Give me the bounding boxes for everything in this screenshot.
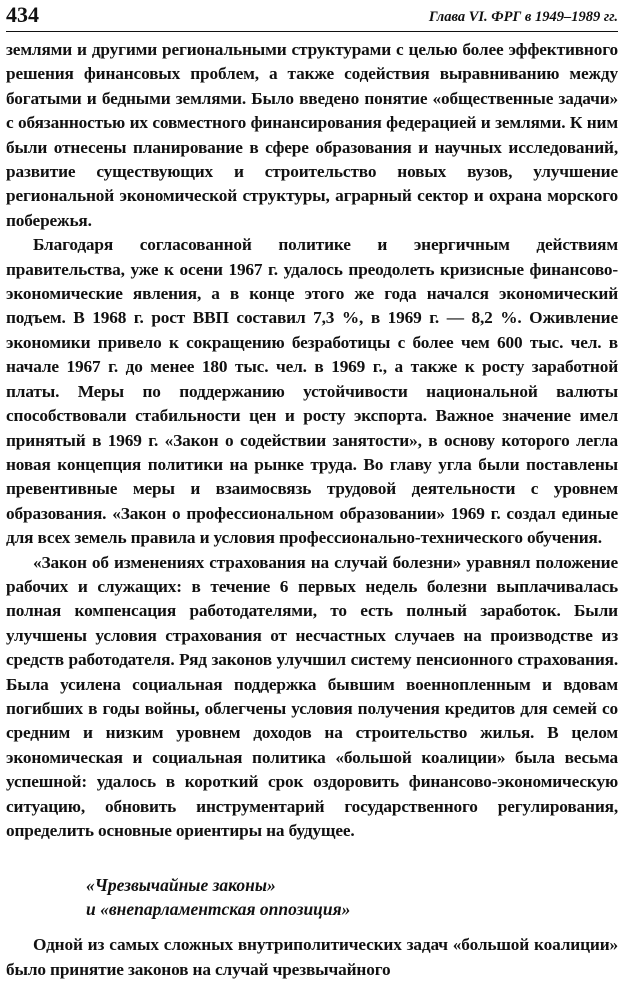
header-rule — [6, 31, 618, 32]
page-number: 434 — [6, 2, 39, 27]
paragraph-4: Одной из самых сложных внутриполитических задач «большой коалиции» было принятие законов на случай чрезвычайного — [6, 935, 618, 979]
book-page — [6, 0, 618, 979]
running-title: Глава VI. ФРГ в 1949–1989 гг. — [428, 9, 618, 25]
page-header — [6, 2, 618, 30]
page-body — [6, 38, 618, 982]
paragraph-2: Благодаря согласованной политике и энергичным действиям правительства, уже к осени 1967 г. удалось преодолеть кризисные финансово-экономические явления, а в конце этого же года начался экономический подъем. В 1968 г. рост ВВП составил 7,3 %, в 1969 г. — 8,2 %. Оживление экономики привело к сокращению безработицы с более чем 600 тыс. чел. в начале 1967 г. до менее 180 тыс. чел. в 1969 г., а также к росту заработной платы. Меры по поддержанию устойчивости национальной валюты способствовали стабильности цен и росту экспорта. Важное значение имел принятый в 1969 г. «Закон о содействии занятости», в основу которого легла новая концепция политики на рынке труда. Во главу угла были поставлены превентивные меры и взаимосвязь трудовой деятельности с уровнем образования. «Закон о профессиональном образовании» 1969 г. создал единые для всех земель правила и условия профессионально-технического обучения. — [6, 235, 618, 548]
paragraph-1: землями и другими региональными структурами с целью более эффективного решения финансовых проблем, а также содействия выравниванию между богатыми и бедными землями. Было введено понятие «общественные задачи» с обязанностью их совместного финансирования федерацией и землями. К ним были отнесены планирование в сфере образования и научных исследований, развитие существующих и строительство новых вузов, улучшение региональной экономической структуры, аграрный сектор и охрана морского побережья. — [6, 40, 618, 230]
section-heading-line-1: «Чрезвычайные законы» — [86, 875, 276, 896]
section-heading — [86, 873, 618, 921]
section-heading-line-2: и «внепарламентская оппозиция» — [86, 899, 351, 920]
paragraph-3: «Закон об изменениях страхования на случай болезни» уравнял положение рабочих и служащих: в течение 6 первых недель болезни выплачивалась полная компенсация работодателями, то есть полный заработок. Были улучшены условия страхования от несчастных случаев на производстве из средств работодателя. Ряд законов улучшил систему пенсионного страхования. Была усилена социальная поддержка бывшим военнопленным и вдовам погибших в годы войны, облегчены условия получения кредитов для семей со средним и низким уровнем доходов на строительство жилья. В целом экономическая и социальная политика «большой коалиции» была весьма успешной: удалось в короткий срок оздоровить финансово-экономическую ситуацию, обновить инструментарий государственного регулирования, определить основные ориентиры на будущее. — [6, 552, 618, 840]
